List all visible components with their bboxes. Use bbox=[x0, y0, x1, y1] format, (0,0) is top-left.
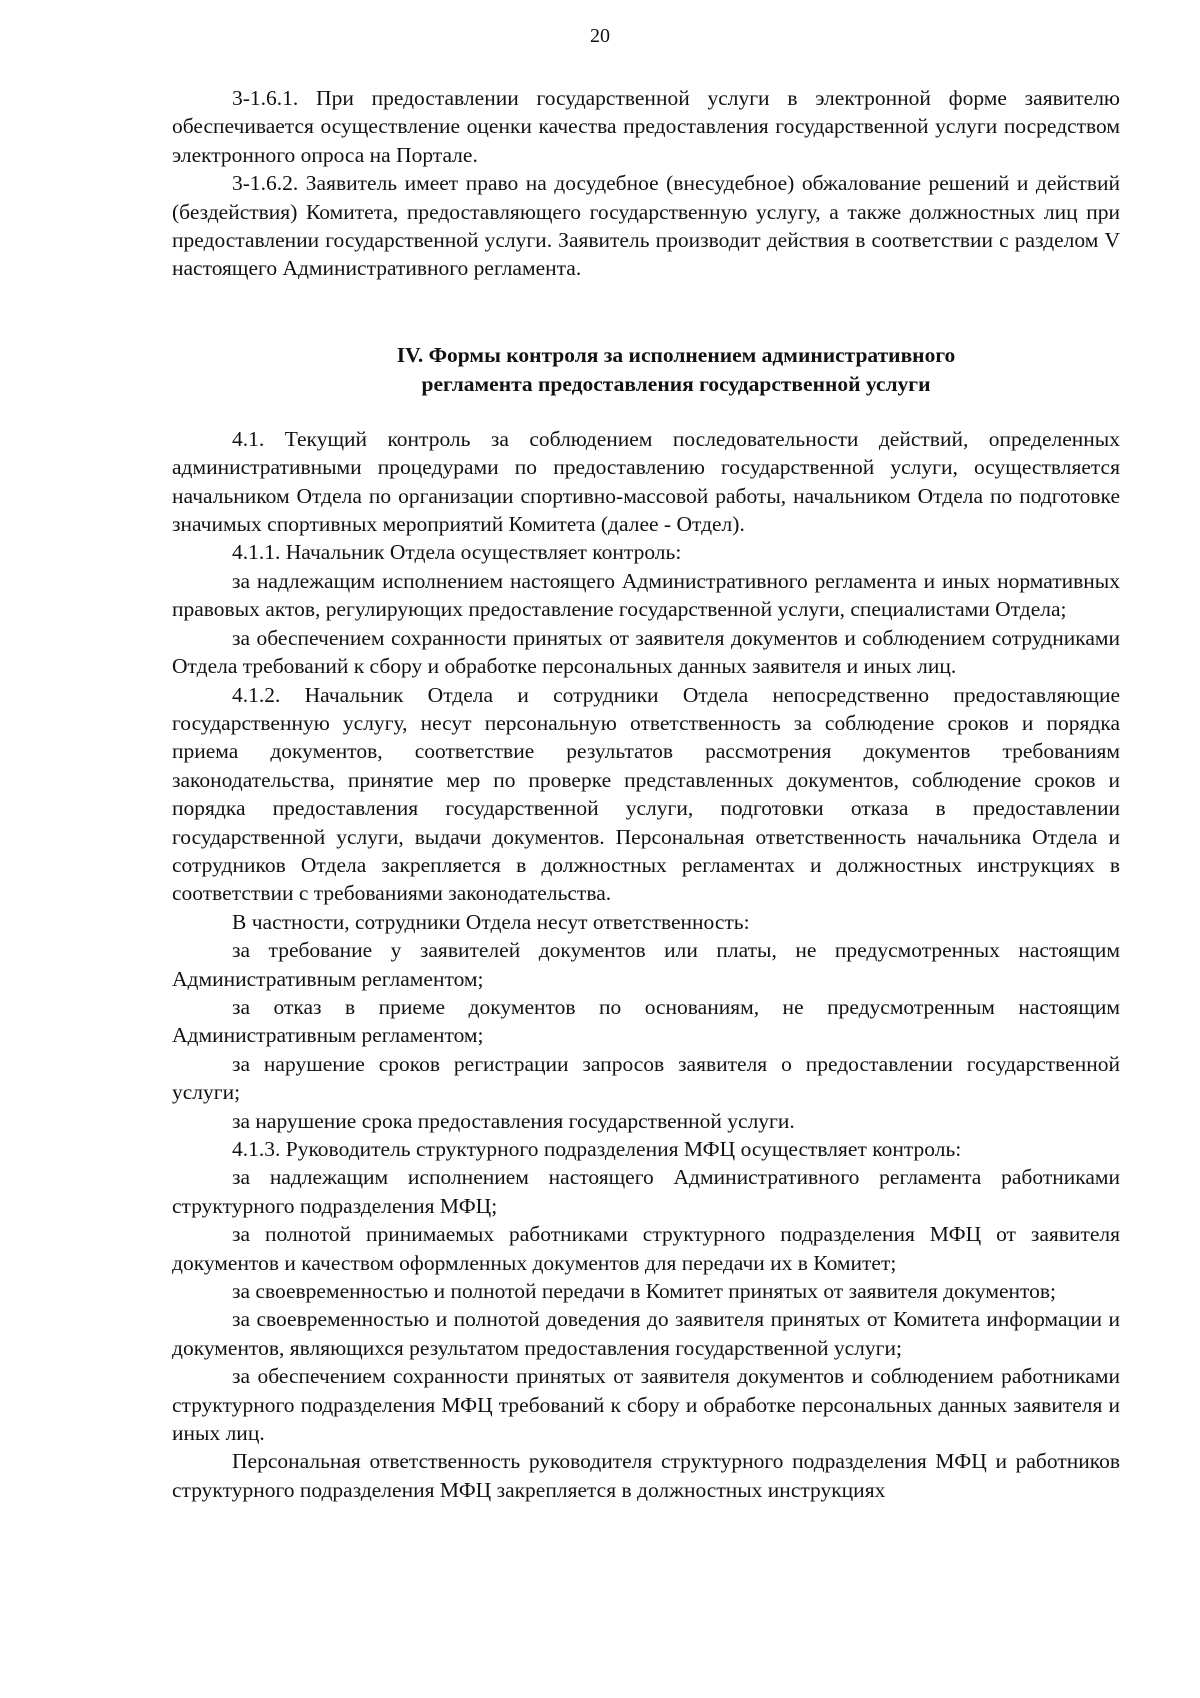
paragraph-mfc-control-item: за своевременностью и полнотой передачи в Комитет принятых от заявителя документов; bbox=[232, 1279, 1057, 1304]
section-heading bbox=[172, 341, 1120, 399]
paragraph-3-1-6-1: 3-1.6.1. При предоставлении государственной услуги в электронной форме заявителю обеспечивается осуществление оценки качества предоставления государственной услуги посредством электронного опроса на Портале. bbox=[172, 86, 1120, 167]
section-heading-line-1: IV. Формы контроля за исполнением административного bbox=[396, 342, 956, 367]
paragraph-responsibility-item: за нарушение сроков регистрации запросов заявителя о предоставлении государственной услуги; bbox=[172, 1051, 1120, 1105]
paragraph-responsibility-intro: В частности, сотрудники Отдела несут ответственность: bbox=[232, 909, 750, 934]
document-body bbox=[172, 84, 1120, 1504]
paragraph-4-1-1: 4.1.1. Начальник Отдела осуществляет контроль: bbox=[232, 540, 682, 565]
paragraph-mfc-control-item: за обеспечением сохранности принятых от заявителя документов и соблюдением работниками структурного подразделения МФЦ требований к сбору и обработке персональных данных заявителя и иных лиц. bbox=[172, 1364, 1120, 1446]
paragraph-responsibility-item: за нарушение срока предоставления государственной услуги. bbox=[232, 1108, 795, 1133]
paragraph-mfc-control-item: за своевременностью и полнотой доведения до заявителя принятых от Комитета информации и документов, являющихся результатом предоставления государственной услуги; bbox=[172, 1307, 1120, 1360]
paragraph-4-1-3: 4.1.3. Руководитель структурного подразделения МФЦ осуществляет контроль: bbox=[232, 1137, 962, 1161]
paragraph-mfc-responsibility: Персональная ответственность руководителя структурного подразделения МФЦ и работников структурного подразделения МФЦ закрепляется в должностных инструкциях bbox=[172, 1449, 1120, 1502]
paragraph-3-1-6-2: 3-1.6.2. Заявитель имеет право на досудебное (внесудебное) обжалование решений и действий (бездействия) Комитета, предоставляющего государственную услугу, а также должностных лиц при предоставлении государственной услуги. Заявитель производит действия в соответствии с разделом V настоящего Административного регламента. bbox=[172, 171, 1120, 281]
paragraph-responsibility-item: за отказ в приеме документов по основаниям, не предусмотренным настоящим Административным регламентом; bbox=[172, 994, 1120, 1048]
section-heading-line-2: регламента предоставления государственной услуги bbox=[421, 371, 931, 396]
paragraph-4-1: 4.1. Текущий контроль за соблюдением последовательности действий, определенных административными процедурами по предоставлению государственной услуги, осуществляется начальником Отдела по организации спортивно-массовой работы, начальником Отдела по подготовке значимых спортивных мероприятий Комитета (далее - Отдел). bbox=[172, 426, 1120, 537]
paragraph-mfc-control-item: за полнотой принимаемых работниками структурного подразделения МФЦ от заявителя документов и качеством оформленных документов для передачи их в Комитет; bbox=[172, 1222, 1120, 1275]
paragraph-4-1-2: 4.1.2. Начальник Отдела и сотрудники Отдела непосредственно предоставляющие государственную услугу, несут персональную ответственность за соблюдение сроков и порядка приема документов, соответствие результатов рассмотрения документов требованиям законодательства, принятие мер по проверке представленных документов, соблюдение сроков и порядка предоставления государственной услуги, подготовки отказа в предоставлении государственной услуги, выдачи документов. Персональная ответственность начальника Отдела и сотрудников Отдела закрепляется в должностных регламентах и должностных инструкциях в соответствии с требованиями законодательства. bbox=[172, 682, 1120, 906]
paragraph-responsibility-item: за требование у заявителей документов или платы, не предусмотренных настоящим Административным регламентом; bbox=[172, 938, 1120, 991]
paragraph-control-item: за обеспечением сохранности принятых от заявителя документов и соблюдением сотрудниками Отдела требований к сбору и обработке персональных данных заявителя и иных лиц. bbox=[172, 625, 1120, 679]
paragraph-mfc-control-item: за надлежащим исполнением настоящего Административного регламента работниками структурного подразделения МФЦ; bbox=[172, 1165, 1120, 1218]
page-number: 20 bbox=[590, 25, 610, 47]
paragraph-control-item: за надлежащим исполнением настоящего Административного регламента и иных нормативных правовых актов, регулирующих предоставление государственной услуги, специалистами Отдела; bbox=[172, 568, 1120, 622]
